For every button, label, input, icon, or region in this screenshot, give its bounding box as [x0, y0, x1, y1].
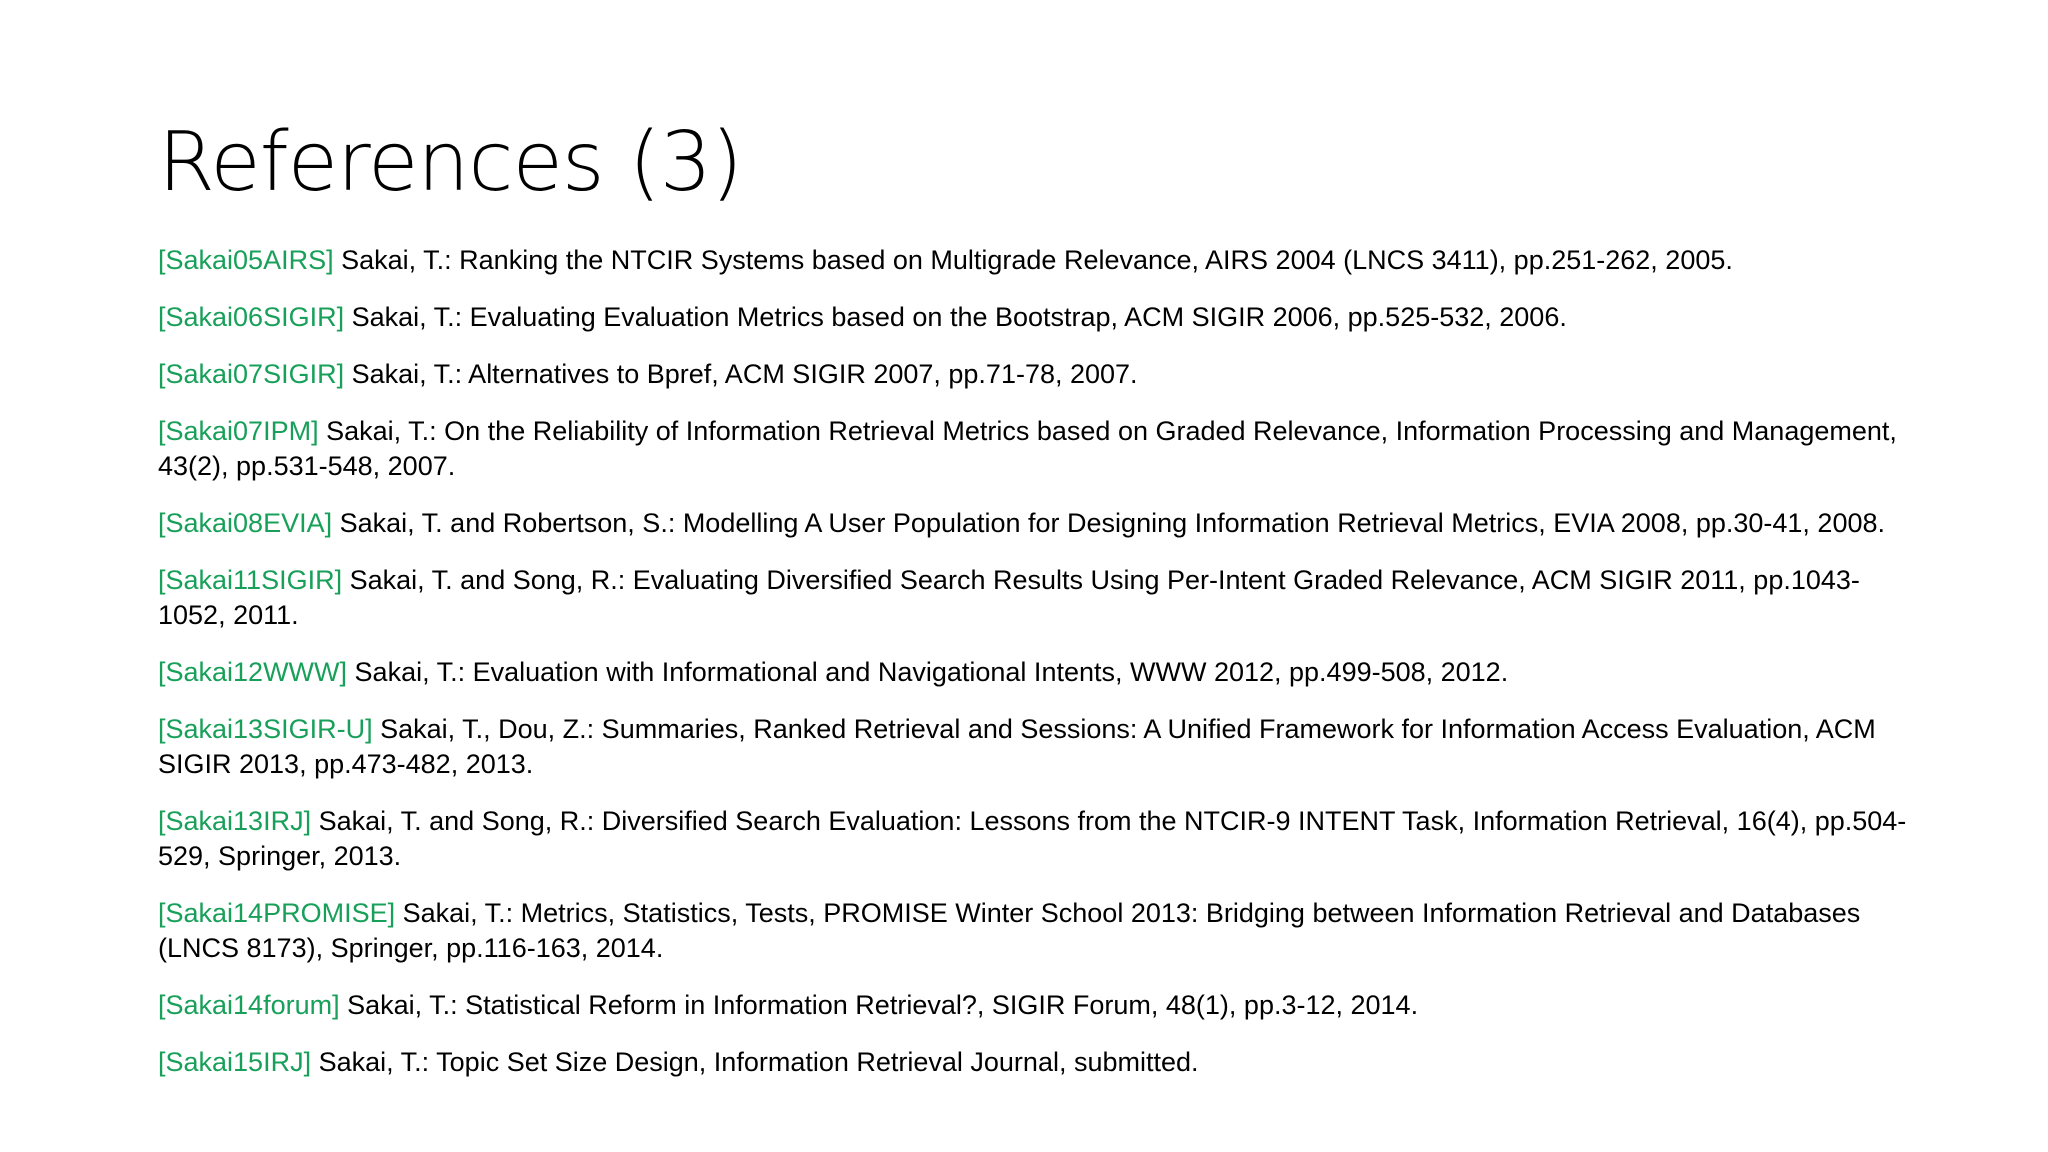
reference-text: Sakai, T.: On the Reliability of Information Retrieval Metrics based on Graded Relevance, Information Processing and Management, 43(2), pp.531-548, 2007. — [158, 416, 1897, 481]
reference-list — [158, 243, 1918, 1102]
reference-key: [Sakai14PROMISE] — [158, 898, 396, 928]
reference-key: [Sakai13IRJ] — [158, 806, 312, 836]
reference-key: [Sakai14forum] — [158, 990, 340, 1020]
reference-text: Sakai, T.: Metrics, Statistics, Tests, PROMISE Winter School 2013: Bridging between Information Retrieval and Databases (LNCS 8173), Springer, pp.116-163, 2014. — [158, 898, 1861, 963]
reference-key: [Sakai13SIGIR-U] — [158, 714, 373, 744]
reference-item — [158, 243, 1918, 278]
reference-text: Sakai, T. and Song, R.: Evaluating Diversified Search Results Using Per-Intent Graded Relevance, ACM SIGIR 2011, pp.1043-1052, 2011. — [158, 565, 1860, 630]
reference-item — [158, 414, 1918, 484]
reference-item — [158, 1045, 1918, 1080]
reference-key: [Sakai06SIGIR] — [158, 302, 345, 332]
reference-text: Sakai, T.: Evaluating Evaluation Metrics based on the Bootstrap, ACM SIGIR 2006, pp.525-532, 2006. — [351, 302, 1567, 332]
reference-text: Sakai, T.: Statistical Reform in Information Retrieval?, SIGIR Forum, 48(1), pp.3-12, 2014. — [347, 990, 1419, 1020]
reference-text: Sakai, T., Dou, Z.: Summaries, Ranked Retrieval and Sessions: A Unified Framework for Information Access Evaluation, ACM SIGIR 2013, pp.473-482, 2013. — [158, 714, 1876, 779]
reference-text: Sakai, T. and Robertson, S.: Modelling A User Population for Designing Information Retrieval Metrics, EVIA 2008, pp.30-41, 2008. — [339, 508, 1885, 538]
reference-key: [Sakai07SIGIR] — [158, 359, 345, 389]
reference-text: Sakai, T.: Ranking the NTCIR Systems based on Multigrade Relevance, AIRS 2004 (LNCS 3411), pp.251-262, 2005. — [341, 245, 1733, 275]
reference-text: Sakai, T.: Evaluation with Informational and Navigational Intents, WWW 2012, pp.499-508, 2012. — [354, 657, 1509, 687]
reference-item — [158, 896, 1918, 966]
reference-key: [Sakai08EVIA] — [158, 508, 333, 538]
reference-key: [Sakai15IRJ] — [158, 1047, 312, 1077]
reference-text: Sakai, T.: Topic Set Size Design, Information Retrieval Journal, submitted. — [318, 1047, 1199, 1077]
reference-item — [158, 988, 1918, 1023]
reference-key: [Sakai05AIRS] — [158, 245, 334, 275]
reference-item — [158, 804, 1918, 874]
reference-item — [158, 300, 1918, 335]
reference-item — [158, 506, 1918, 541]
slide-title: References (3) — [158, 115, 742, 210]
reference-item — [158, 357, 1918, 392]
reference-item — [158, 712, 1918, 782]
reference-key: [Sakai12WWW] — [158, 657, 348, 687]
reference-key: [Sakai11SIGIR] — [158, 565, 343, 595]
reference-text: Sakai, T. and Song, R.: Diversified Search Evaluation: Lessons from the NTCIR-9 INTENT Task, Information Retrieval, 16(4), pp.504-529, Springer, 2013. — [158, 806, 1907, 871]
reference-text: Sakai, T.: Alternatives to Bpref, ACM SIGIR 2007, pp.71-78, 2007. — [351, 359, 1138, 389]
reference-item — [158, 655, 1918, 690]
reference-item — [158, 563, 1918, 633]
reference-key: [Sakai07IPM] — [158, 416, 319, 446]
